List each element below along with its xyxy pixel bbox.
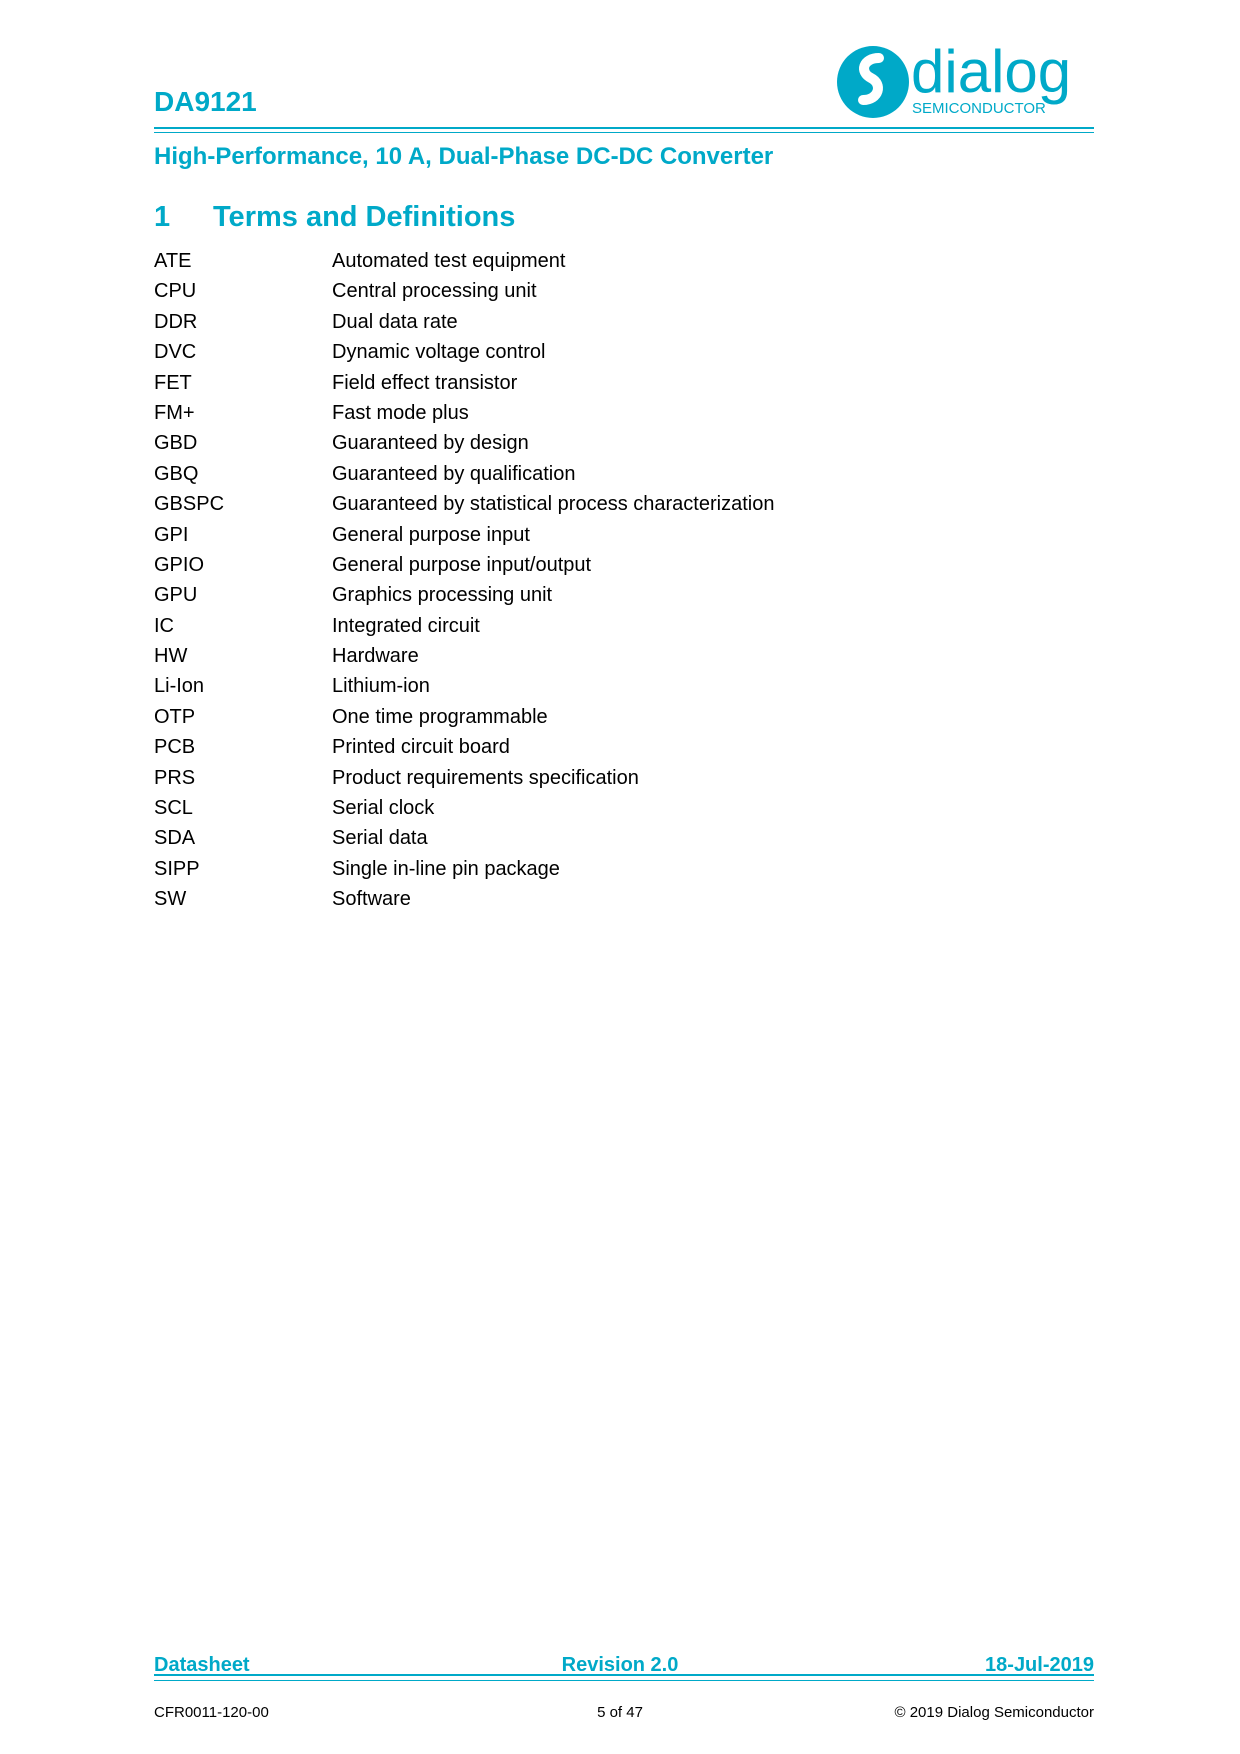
term-definition: Dual data rate — [332, 310, 458, 333]
term-abbreviation: ATE — [154, 250, 192, 272]
term-definition: Guaranteed by statistical process characterization — [332, 493, 775, 516]
term-abbreviation: GBD — [154, 432, 198, 455]
term-abbreviation: GPU — [154, 584, 198, 607]
logo-subtext: SEMICONDUCTOR — [912, 100, 1046, 117]
term-definition: Software — [332, 888, 411, 911]
term-abbreviation: DVC — [154, 341, 197, 364]
term-abbreviation: PRS — [154, 766, 196, 789]
term-row — [154, 337, 1054, 367]
document-title: DA9121 — [154, 86, 257, 117]
term-definition: Product requirements specification — [332, 766, 639, 789]
term-row — [154, 854, 1054, 884]
footer-copyright: © 2019 Dialog Semiconductor — [894, 1704, 1094, 1721]
term-row — [154, 520, 1054, 550]
header-rule-bottom — [154, 132, 1094, 133]
term-row — [154, 884, 1054, 914]
term-abbreviation: DDR — [154, 310, 198, 333]
term-row — [154, 671, 1054, 701]
term-row — [154, 307, 1054, 337]
term-abbreviation: GPIO — [154, 553, 205, 576]
term-abbreviation: GBQ — [154, 462, 199, 485]
term-definition: Integrated circuit — [332, 614, 480, 637]
term-definition: One time programmable — [332, 705, 548, 728]
term-abbreviation: SW — [154, 888, 187, 911]
term-definition: Serial data — [332, 827, 428, 850]
term-row — [154, 763, 1054, 793]
term-abbreviation: FET — [154, 371, 192, 394]
footer-revision: Revision 2.0 — [561, 1654, 679, 1676]
terms-list — [154, 246, 1054, 915]
term-abbreviation: HW — [154, 645, 188, 668]
term-abbreviation: SDA — [154, 827, 196, 850]
term-definition: General purpose input — [332, 523, 530, 546]
term-abbreviation: SCL — [154, 797, 193, 820]
term-row — [154, 276, 1054, 306]
term-definition: Guaranteed by design — [332, 432, 529, 455]
header-rule-top — [154, 127, 1094, 129]
term-abbreviation: FM+ — [154, 401, 195, 424]
section-number: 1 — [154, 201, 171, 233]
term-definition: Fast mode plus — [332, 401, 469, 424]
term-abbreviation: PCB — [154, 736, 196, 759]
term-row — [154, 246, 1054, 276]
term-definition: Hardware — [332, 645, 419, 668]
term-row — [154, 428, 1054, 458]
term-abbreviation: SIPP — [154, 857, 200, 880]
term-definition: Lithium-ion — [332, 675, 430, 698]
term-definition: General purpose input/output — [332, 553, 592, 576]
term-definition: Graphics processing unit — [332, 584, 553, 607]
footer-date: 18-Jul-2019 — [985, 1654, 1094, 1676]
term-row — [154, 398, 1054, 428]
term-row — [154, 823, 1054, 853]
dialog-logo — [835, 38, 1097, 120]
term-row — [154, 702, 1054, 732]
term-abbreviation: CPU — [154, 280, 197, 303]
term-abbreviation: Li-Ion — [154, 675, 205, 698]
term-definition: Serial clock — [332, 797, 435, 820]
footer-doc-id: CFR0011-120-00 — [154, 1704, 269, 1721]
term-definition: Dynamic voltage control — [332, 341, 546, 364]
term-row — [154, 459, 1054, 489]
section-title: Terms and Definitions — [213, 201, 516, 233]
term-row — [154, 641, 1054, 671]
term-abbreviation: IC — [154, 614, 174, 637]
footer-page-number: 5 of 47 — [597, 1704, 643, 1721]
term-definition: Central processing unit — [332, 280, 537, 303]
footer-doc-type: Datasheet — [154, 1654, 250, 1676]
footer-rule-bottom — [154, 1680, 1094, 1681]
term-row — [154, 368, 1054, 398]
term-definition: Printed circuit board — [332, 736, 510, 759]
term-row — [154, 550, 1054, 580]
term-definition: Guaranteed by qualification — [332, 462, 576, 485]
section-heading — [154, 201, 515, 234]
term-abbreviation: GBSPC — [154, 493, 225, 516]
term-definition: Field effect transistor — [332, 371, 518, 394]
term-definition: Automated test equipment — [332, 250, 566, 272]
term-definition: Single in-line pin package — [332, 857, 560, 880]
term-row — [154, 732, 1054, 762]
term-row — [154, 611, 1054, 641]
term-row — [154, 489, 1054, 519]
term-abbreviation: OTP — [154, 705, 196, 728]
logo-wordmark: dialog — [911, 38, 1072, 105]
document-subtitle: High-Performance, 10 A, Dual-Phase DC-DC Converter — [154, 143, 774, 170]
term-row — [154, 793, 1054, 823]
term-abbreviation: GPI — [154, 523, 189, 546]
term-row — [154, 580, 1054, 610]
